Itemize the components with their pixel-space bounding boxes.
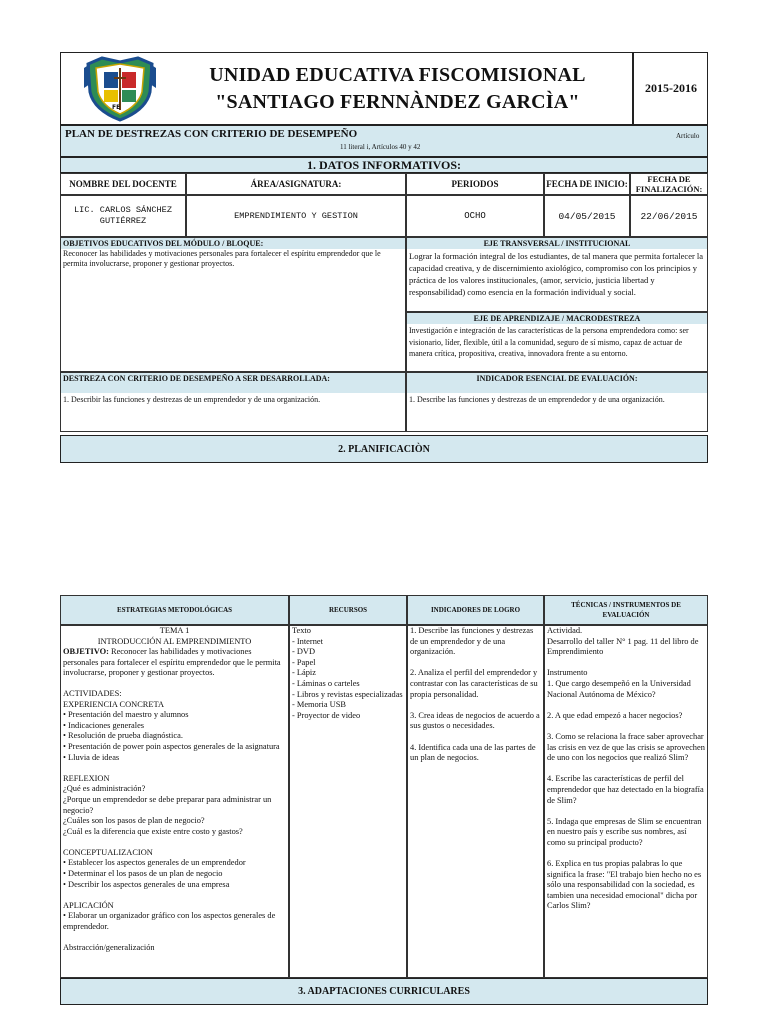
section-2-title (60, 435, 708, 463)
school-crest-logo (80, 54, 160, 124)
info-header-end-date: FECHA DE FINALIZACIÓN: (630, 173, 708, 195)
plan-tema: TEMA 1 (159, 626, 190, 635)
school-name-line2: "SANTIAGO FERNNÀNDEZ GARCÌA" (215, 90, 580, 113)
indicador-text: 1. Describe las funciones y destrezas de un emprendedor y de una organización. (409, 395, 665, 404)
plan-header-resources: RECURSOS (289, 595, 407, 625)
eje-transversal-text: Lograr la formación integral de los estudiantes, de tal manera que permita fortalecer la capacidad creativa, y de discernimiento axiológico, compromiso con los principios y práctica de los valores institucionales, (amor, servicio, justicia libertad y responsabilidad) como esencia en la formación individual y social. (409, 251, 704, 297)
info-value-teacher: LIC. CARLOS SÁNCHEZ GUTIÉRREZ (60, 195, 186, 237)
eje-aprendizaje-text: Investigación e integración de las características de la persona emprendedora como: ser visionario, líder, flexible, útil a la comunidad, seguro de sí mismo, capaz de actuar de manera crítica, propositiva, creativa, innovadora frente a su entorno. (409, 326, 689, 358)
plan-objetivo-text: Reconocer las habilidades y motivaciones personales para fortalecer el espíritu emprendedor que le permita involucrarse, proponer y gestionar proyectos. (63, 647, 281, 678)
indicador-label: INDICADOR ESENCIAL DE EVALUACIÓN: (407, 373, 707, 393)
plan-legal-reference: 11 literal i, Artículos 40 y 42 (340, 143, 421, 151)
indicador-cell (406, 372, 708, 432)
destreza-label: DESTREZA CON CRITERIO DE DESEMPEÑO A SER DESARROLLADA: (61, 373, 405, 393)
school-year: 2015-2016 (645, 81, 697, 95)
plan-resources-cell: Texto - Internet - DVD - Papel - Lápiz - Láminas o carteles - Libros y revistas especializadas - Memoria USB - Proyector de video (289, 625, 407, 978)
eje-transversal-cell (406, 237, 708, 312)
school-name-line1: UNIDAD EDUCATIVA FISCOMISIONAL (209, 63, 586, 86)
info-header-teacher: NOMBRE DEL DOCENTE (60, 173, 186, 195)
svg-text:FE: FE (112, 104, 121, 111)
plan-title: PLAN DE DESTREZAS CON CRITERIO DE DESEMPEÑO (65, 128, 358, 140)
info-value-subject: EMPRENDIMIENTO Y GESTION (186, 195, 406, 237)
plan-article-word: Artículo (676, 132, 700, 140)
info-header-periods: PERIODOS (406, 173, 544, 195)
section-3-title-text: 3. ADAPTACIONES CURRICULARES (298, 986, 470, 997)
plan-header-techniques: TÉCNICAS / INSTRUMENTOS DE EVALUACIÓN (544, 595, 708, 625)
eje-aprendizaje-cell (406, 312, 708, 372)
objectives-text: Reconocer las habilidades y motivaciones personales para fortalecer el espíritu emprendedor que le permita involucrarse, proponer y gestionar proyectos. (63, 249, 381, 268)
info-value-start-date: 04/05/2015 (544, 195, 630, 237)
plan-strategies-cell (60, 625, 289, 978)
plan-objetivo (63, 647, 286, 679)
section-3-title (60, 978, 708, 1005)
plan-header-indicators: INDICADORES DE LOGRO (407, 595, 544, 625)
info-header-subject: ÁREA/ASIGNATURA: (186, 173, 406, 195)
objectives-label: OBJETIVOS EDUCATIVOS DEL MÓDULO / BLOQUE: (61, 238, 405, 249)
plan-indicators-cell: 1. Describe las funciones y destrezas de un emprendedor y de una organización. 2. Analiza el perfil del emprendedor y contrastar con las características de su propia personalidad. 3. Crea ideas de negocios de acuerdo a sus gustos o necesidades. 4. Identifica cada una de las partes de un plan de negocios. (407, 625, 544, 978)
objectives-cell (60, 237, 406, 372)
info-value-periods: OCHO (406, 195, 544, 237)
plan-tema-title: INTRODUCCIÓN AL EMPRENDIMIENTO (97, 636, 252, 646)
section-1-title-text: 1. DATOS INFORMATIVOS: (306, 157, 462, 172)
plan-header-strategies: ESTRATEGIAS METODOLÓGICAS (60, 595, 289, 625)
destreza-cell (60, 372, 406, 432)
info-header-start-date: FECHA DE INICIO: (544, 173, 630, 195)
section-1-title (60, 157, 708, 173)
section-2-title-text: 2. PLANIFICACIÒN (338, 443, 430, 455)
eje-aprendizaje-label: EJE DE APRENDIZAJE / MACRODESTREZA (407, 313, 707, 324)
plan-techniques-cell: Actividad. Desarrollo del taller N° 1 pag. 11 del libro de Emprendimiento Instrumento 1. Que cargo desempeñó en la Universidad Nacional Autónoma de México? 2. A que edad empezó a hacer negocios? 3. Como se relaciona la frace saber aprovechar las crisis en vez de que las crisis se aprovechen de uno con los negocios que realizó Slim? 4. Escribe las características de perfil del emprendedor que haz detectado en la biografía de Slim? 5. Indaga que empresas de Slim se encuentran en nuestro país y escribe sus nombres, así como su principal producto? 6. Explica en tus propias palabras lo que significa la frase: "El trabajo bien hecho no es sólo una responsabilidad con la sociedad, es tambien una necesidad emocional" dicha por Carlos Slim? (544, 625, 708, 978)
plan-objetivo-label: OBJETIVO: (63, 647, 109, 657)
eje-transversal-label: EJE TRANSVERSAL / INSTITUCIONAL (407, 238, 707, 249)
plan-strategies-text: ACTIVIDADES: EXPERIENCIA CONCRETA • Presentación del maestro y alumnos • Indicaciones generales • Resolución de prueba diagnóstica. • Presentación de power poin aspectos generales de la asignatura • Lluvia de ideas REFLEXION ¿Qué es administración? ¿Porque un emprendedor se debe preparar para administrar un negocio? ¿Cuáles son los pasos de plan de negocio? ¿Cuál es la diferencia que existe entre costo y gastos? CONCEPTUALIZACION • Establecer los aspectos generales de un emprendedor • Determinar el los pasos de un plan de negocio • Describir los aspectos generales de una empresa APLICACIÓN • Elaborar un organizador gráfico con los aspectos generales de emprendedor. Abstracción/generalización (63, 688, 280, 953)
destreza-text: 1. Describir las funciones y destrezas de un emprendedor y de una organización. (63, 395, 321, 404)
info-value-end-date: 22/06/2015 (630, 195, 708, 237)
